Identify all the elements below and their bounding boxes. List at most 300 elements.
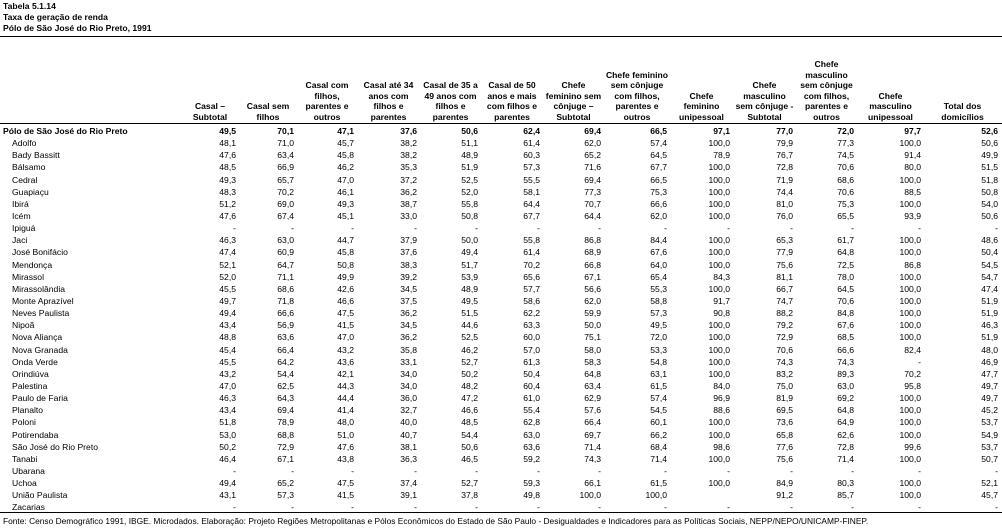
table-cell: 71,0: [277, 138, 294, 149]
table-cell: 50,6: [461, 126, 478, 137]
table-cell: -: [790, 502, 793, 513]
table-cell: -: [664, 223, 667, 234]
table-cell: 48,5: [461, 417, 478, 428]
table-cell: 96,9: [713, 393, 730, 404]
table-cell: 69,4: [584, 174, 601, 185]
table-cell: -: [537, 223, 540, 234]
row-label: Nova Granada: [12, 344, 68, 355]
table-cell: 37,4: [400, 478, 417, 489]
table-cell: 81,0: [776, 198, 793, 209]
table-cell: 36,0: [400, 393, 417, 404]
row-label: Mirassol: [12, 271, 44, 282]
table-cell: 67,6: [650, 247, 667, 258]
table-cell: 49,3: [219, 174, 236, 185]
table-cell: -: [598, 223, 601, 234]
table-cell: 66,4: [277, 344, 294, 355]
table-cell: 36,2: [400, 186, 417, 197]
table-cell: 67,7: [650, 162, 667, 173]
table-row: [0, 416, 1002, 428]
table-row: [0, 283, 1002, 295]
table-cell: 78,9: [277, 417, 294, 428]
table-cell: -: [351, 466, 354, 476]
table-cell: 64,5: [650, 150, 667, 161]
table-cell: -: [918, 356, 921, 367]
table-cell: 63,3: [523, 320, 540, 331]
table-cell: -: [918, 223, 921, 234]
table-cell: 46,4: [219, 453, 236, 464]
table-cell: 57,7: [523, 283, 540, 294]
table-cell: 61,4: [523, 247, 540, 258]
row-label: São José do Rio Preto: [12, 441, 98, 452]
table-cell: 85,7: [837, 490, 854, 501]
table-cell: 53,7: [981, 441, 998, 452]
table-cell: 46,6: [461, 405, 478, 416]
table-cell: -: [351, 223, 354, 234]
table-cell: 37,8: [461, 490, 478, 501]
table-cell: 51,0: [337, 429, 354, 440]
table-cell: 46,1: [337, 186, 354, 197]
table-cell: 33,0: [400, 211, 417, 222]
table-cell: 54,7: [981, 271, 998, 282]
table-cell: 84,8: [837, 308, 854, 319]
table-cell: 74,7: [776, 296, 793, 307]
table-row: [0, 186, 1002, 198]
table-cell: 66,1: [584, 478, 601, 489]
table-cell: 69,5: [776, 405, 793, 416]
table-row: [0, 174, 1002, 186]
table-cell: 64,2: [277, 356, 294, 367]
table-cell: 72,8: [776, 162, 793, 173]
table-cell: 50,0: [461, 235, 478, 246]
table-cell: 71,4: [837, 453, 854, 464]
table-cell: 47,7: [981, 368, 998, 379]
row-label: Zacarias: [12, 502, 45, 513]
table-cell: 66,2: [650, 429, 667, 440]
table-cell: 100,0: [899, 429, 921, 440]
table-cell: 67,1: [584, 271, 601, 282]
table-cell: -: [598, 502, 601, 513]
table-cell: 68,6: [837, 174, 854, 185]
table-row: [0, 441, 1002, 453]
table-cell: 76,7: [776, 150, 793, 161]
table-cell: 61,7: [837, 235, 854, 246]
table-cell: 66,6: [837, 344, 854, 355]
table-cell: 61,3: [523, 356, 540, 367]
table-row: [0, 210, 1002, 222]
table-cell: 89,3: [837, 368, 854, 379]
table-cell: 100,0: [708, 162, 730, 173]
table-cell: 68,4: [650, 441, 667, 452]
table-cell: -: [918, 502, 921, 513]
table-cell: -: [233, 223, 236, 234]
table-cell: 47,2: [461, 393, 478, 404]
table-cell: 52,1: [981, 478, 998, 489]
table-cell: 100,0: [899, 198, 921, 209]
table-cell: 66,5: [650, 126, 667, 137]
table-cell: 80,3: [837, 478, 854, 489]
table-cell: 73,6: [776, 417, 793, 428]
table-cell: 70,2: [904, 368, 921, 379]
table-cell: 50,0: [584, 320, 601, 331]
table-cell: -: [233, 502, 236, 513]
table-cell: 72,5: [837, 259, 854, 270]
table-cell: 51,5: [461, 308, 478, 319]
table-cell: 100,0: [708, 247, 730, 258]
data-table: [0, 37, 1002, 514]
table-cell: -: [995, 502, 998, 513]
table-cell: -: [790, 223, 793, 234]
table-cell: 32,7: [400, 405, 417, 416]
table-cell: 51,8: [219, 417, 236, 428]
column-header: Casal – Subtotal: [192, 101, 228, 122]
table-cell: 50,2: [219, 441, 236, 452]
table-cell: 42,1: [337, 368, 354, 379]
table-cell: 62,0: [650, 211, 667, 222]
table-cell: 100,0: [708, 332, 730, 343]
table-cell: 51,5: [981, 162, 998, 173]
total-row: [0, 125, 1002, 137]
table-cell: 56,6: [584, 283, 601, 294]
table-cell: 74,3: [776, 356, 793, 367]
table-cell: 38,1: [400, 441, 417, 452]
table-row: [0, 392, 1002, 404]
table-cell: 60,4: [523, 381, 540, 392]
table-cell: 62,9: [584, 393, 601, 404]
table-cell: 48,3: [219, 186, 236, 197]
table-cell: 52,0: [219, 271, 236, 282]
table-cell: 57,3: [523, 162, 540, 173]
row-label: Mendonça: [12, 259, 53, 270]
table-cell: 100,0: [899, 320, 921, 331]
table-cell: 49,8: [523, 490, 540, 501]
table-cell: 43,6: [337, 356, 354, 367]
table-cell: 48,5: [219, 162, 236, 173]
table-cell: 65,2: [277, 478, 294, 489]
row-label: Adolfo: [12, 138, 37, 149]
table-cell: 45,7: [337, 138, 354, 149]
column-header: Chefe masculino sem cônjuge com filhos, parentes e outros: [800, 59, 853, 122]
table-cell: -: [727, 502, 730, 513]
table-cell: 77,9: [776, 247, 793, 258]
table-cell: 97,1: [713, 126, 730, 137]
table-cell: 72,8: [837, 441, 854, 452]
row-label: Palestina: [12, 381, 48, 392]
table-cell: 57,3: [277, 490, 294, 501]
table-cell: 61,5: [650, 478, 667, 489]
table-cell: 100,0: [708, 478, 730, 489]
table-cell: 43,4: [219, 320, 236, 331]
table-cell: 45,5: [219, 283, 236, 294]
table-row: [0, 319, 1002, 331]
table-cell: 100,0: [645, 490, 667, 501]
table-cell: 47,6: [337, 441, 354, 452]
table-cell: -: [664, 502, 667, 513]
table-cell: 46,9: [981, 356, 998, 367]
table-cell: 45,1: [337, 211, 354, 222]
table-cell: 35,3: [400, 162, 417, 173]
table-cell: 41,4: [337, 405, 354, 416]
table-cell: 79,9: [776, 138, 793, 149]
table-cell: 58,8: [650, 296, 667, 307]
column-header: Chefe masculino unipessoal: [868, 90, 913, 122]
table-cell: 47,4: [219, 247, 236, 258]
table-cell: 44,6: [461, 320, 478, 331]
table-cell: 100,0: [708, 186, 730, 197]
table-cell: 63,6: [523, 441, 540, 452]
table-cell: 83,2: [776, 368, 793, 379]
table-cell: 100,0: [708, 368, 730, 379]
table-cell: 45,2: [981, 405, 998, 416]
table-cell: 82,4: [904, 344, 921, 355]
table-cell: 59,2: [523, 453, 540, 464]
table-cell: 62,6: [837, 429, 854, 440]
table-cell: 43,2: [337, 344, 354, 355]
table-cell: 43,8: [337, 453, 354, 464]
table-cell: 62,0: [584, 296, 601, 307]
table-cell: 50,6: [461, 441, 478, 452]
table-cell: 86,8: [584, 235, 601, 246]
table-row: [0, 198, 1002, 210]
column-header: Chefe masculino sem cônjuge - Subtotal: [735, 80, 794, 122]
table-cell: 52,7: [461, 356, 478, 367]
row-label: Onda Verde: [12, 356, 58, 367]
table-cell: 100,0: [708, 344, 730, 355]
table-row: [0, 429, 1002, 441]
table-cell: 72,0: [650, 332, 667, 343]
table-cell: 69,2: [837, 393, 854, 404]
table-cell: -: [851, 502, 854, 513]
table-cell: 75,3: [650, 186, 667, 197]
table-row: [0, 465, 1002, 477]
table-cell: 100,0: [899, 138, 921, 149]
table-cell: 48,9: [461, 283, 478, 294]
table-cell: 43,4: [219, 405, 236, 416]
table-cell: 55,5: [523, 174, 540, 185]
table-cell: 50,8: [461, 211, 478, 222]
row-label: Bálsamo: [12, 162, 46, 173]
table-cell: 100,0: [708, 320, 730, 331]
table-cell: 100,0: [899, 296, 921, 307]
table-cell: 50,6: [981, 138, 998, 149]
table-cell: 47,0: [219, 381, 236, 392]
table-cell: 49,4: [461, 247, 478, 258]
table-row: [0, 161, 1002, 173]
table-cell: 65,3: [776, 235, 793, 246]
table-body: [0, 122, 1002, 514]
table-cell: 67,7: [523, 211, 540, 222]
table-cell: 48,6: [981, 235, 998, 246]
table-cell: 65,4: [650, 271, 667, 282]
column-header: Chefe feminino unipessoal: [679, 90, 724, 122]
table-cell: 52,1: [219, 259, 236, 270]
table-row: [0, 234, 1002, 246]
row-label: José Bonifácio: [12, 247, 68, 258]
table-cell: 75,0: [776, 381, 793, 392]
table-cell: 33,1: [400, 356, 417, 367]
table-row: [0, 404, 1002, 416]
table-cell: -: [414, 466, 417, 476]
table-cell: 45,5: [219, 356, 236, 367]
table-cell: 53,0: [219, 429, 236, 440]
table-cell: 80,0: [904, 162, 921, 173]
table-cell: 37,6: [400, 126, 417, 137]
table-cell: 77,3: [837, 138, 854, 149]
table-cell: -: [475, 502, 478, 513]
table-cell: 66,9: [277, 162, 294, 173]
table-cell: 46,5: [461, 453, 478, 464]
table-cell: 74,5: [837, 150, 854, 161]
table-cell: 62,4: [523, 126, 540, 137]
table-cell: 51,9: [461, 162, 478, 173]
table-cell: 100,0: [899, 393, 921, 404]
table-cell: 70,2: [277, 186, 294, 197]
table-cell: 57,0: [523, 344, 540, 355]
table-cell: 91,2: [776, 490, 793, 501]
table-cell: 60,1: [650, 417, 667, 428]
table-cell: 64,8: [837, 405, 854, 416]
table-cell: 68,5: [837, 332, 854, 343]
table-cell: 47,5: [337, 478, 354, 489]
table-cell: 65,6: [523, 271, 540, 282]
table-cell: -: [475, 223, 478, 234]
table-cell: -: [414, 502, 417, 513]
table-cell: 64,5: [837, 283, 854, 294]
table-row: [0, 368, 1002, 380]
table-cell: 74,3: [837, 356, 854, 367]
table-cell: 100,0: [899, 308, 921, 319]
table-cell: 71,4: [584, 441, 601, 452]
table-cell: 100,0: [708, 283, 730, 294]
table-cell: 45,8: [337, 247, 354, 258]
table-cell: 67,6: [837, 320, 854, 331]
table-cell: 51,9: [981, 308, 998, 319]
header-cell-municipality: [0, 37, 182, 122]
table-subtitle: Pólo de São José do Rio Preto, 1991: [3, 23, 152, 33]
table-cell: 52,6: [981, 126, 998, 137]
table-cell: 49,5: [461, 296, 478, 307]
table-cell: 78,9: [713, 150, 730, 161]
row-label: Poloni: [12, 417, 36, 428]
table-cell: 57,4: [650, 393, 667, 404]
table-cell: 38,2: [400, 138, 417, 149]
table-cell: 50,8: [337, 259, 354, 270]
column-header: Casal sem filhos: [246, 101, 290, 122]
table-row: [0, 259, 1002, 271]
table-cell: 36,3: [400, 453, 417, 464]
row-label: Bady Bassitt: [12, 150, 60, 161]
table-cell: 68,9: [584, 247, 601, 258]
header-row: [0, 37, 1002, 122]
table-cell: 47,0: [337, 332, 354, 343]
table-cell: 76,0: [776, 211, 793, 222]
table-cell: 39,2: [400, 271, 417, 282]
table-cell: 98,6: [713, 441, 730, 452]
table-cell: 47,6: [219, 211, 236, 222]
column-header: Casal com filhos, parentes e outros: [305, 80, 349, 122]
table-cell: 100,0: [708, 138, 730, 149]
table-cell: 48,0: [981, 344, 998, 355]
table-cell: 66,8: [584, 259, 601, 270]
table-cell: 35,8: [400, 344, 417, 355]
table-row: [0, 331, 1002, 343]
table-row: [0, 307, 1002, 319]
table-cell: -: [537, 466, 540, 476]
table-cell: -: [851, 223, 854, 234]
table-cell: 66,5: [650, 174, 667, 185]
table-cell: 49,7: [219, 296, 236, 307]
table-cell: 52,5: [461, 332, 478, 343]
table-cell: 63,0: [277, 235, 294, 246]
column-header: Casal até 34 anos com filhos e parentes: [363, 80, 414, 122]
table-cell: 50,4: [981, 247, 998, 258]
table-cell: 64,9: [837, 417, 854, 428]
table-cell: 61,5: [650, 381, 667, 392]
row-label: Jaci: [12, 235, 28, 246]
column-header: Chefe feminino sem cônjuge – Subtotal: [545, 80, 602, 122]
table-cell: 72,9: [776, 332, 793, 343]
table-cell: 47,5: [337, 308, 354, 319]
table-cell: 64,4: [584, 211, 601, 222]
row-label: Pólo de São José do Rio Preto: [3, 126, 128, 137]
table-cell: 64,8: [584, 368, 601, 379]
table-cell: 45,8: [337, 150, 354, 161]
table-cell: 44,3: [337, 381, 354, 392]
row-label: Icém: [12, 211, 31, 222]
table-cell: 57,3: [650, 308, 667, 319]
row-label: Ubarana: [12, 466, 45, 476]
table-cell: 78,0: [837, 271, 854, 282]
table-cell: 46,2: [337, 162, 354, 173]
table-cell: 75,6: [776, 453, 793, 464]
table-cell: 47,6: [219, 150, 236, 161]
table-cell: 81,1: [776, 271, 793, 282]
table-row: [0, 295, 1002, 307]
table-cell: 100,0: [899, 453, 921, 464]
table-cell: 100,0: [899, 478, 921, 489]
table-cell: 100,0: [579, 490, 601, 501]
table-cell: 54,5: [981, 259, 998, 270]
table-cell: 34,0: [400, 381, 417, 392]
table-cell: 79,2: [776, 320, 793, 331]
table-cell: 77,3: [584, 186, 601, 197]
table-row: [0, 246, 1002, 258]
table-cell: 46,3: [981, 320, 998, 331]
table-cell: 54,4: [461, 429, 478, 440]
table-cell: -: [233, 466, 236, 476]
table-cell: 37,9: [400, 235, 417, 246]
table-cell: 100,0: [708, 211, 730, 222]
table-cell: 54,5: [650, 405, 667, 416]
table-number: Tabela 5.1.14: [3, 1, 56, 11]
table-cell: 100,0: [899, 490, 921, 501]
table-cell: 75,3: [837, 198, 854, 209]
table-cell: 40,7: [400, 429, 417, 440]
table-cell: 100,0: [708, 356, 730, 367]
table-cell: 65,2: [584, 150, 601, 161]
table-cell: 34,5: [400, 283, 417, 294]
table-cell: 46,2: [461, 344, 478, 355]
table-cell: 70,6: [837, 162, 854, 173]
row-label: União Paulista: [12, 490, 68, 501]
row-label: Neves Paulista: [12, 308, 70, 319]
table-cell: [671, 489, 734, 501]
row-label: Nipoã: [12, 320, 35, 331]
table-cell: 54,8: [650, 356, 667, 367]
table-row: [0, 453, 1002, 465]
table-cell: 53,7: [981, 417, 998, 428]
table-cell: -: [351, 502, 354, 513]
table-cell: 59,3: [523, 478, 540, 489]
